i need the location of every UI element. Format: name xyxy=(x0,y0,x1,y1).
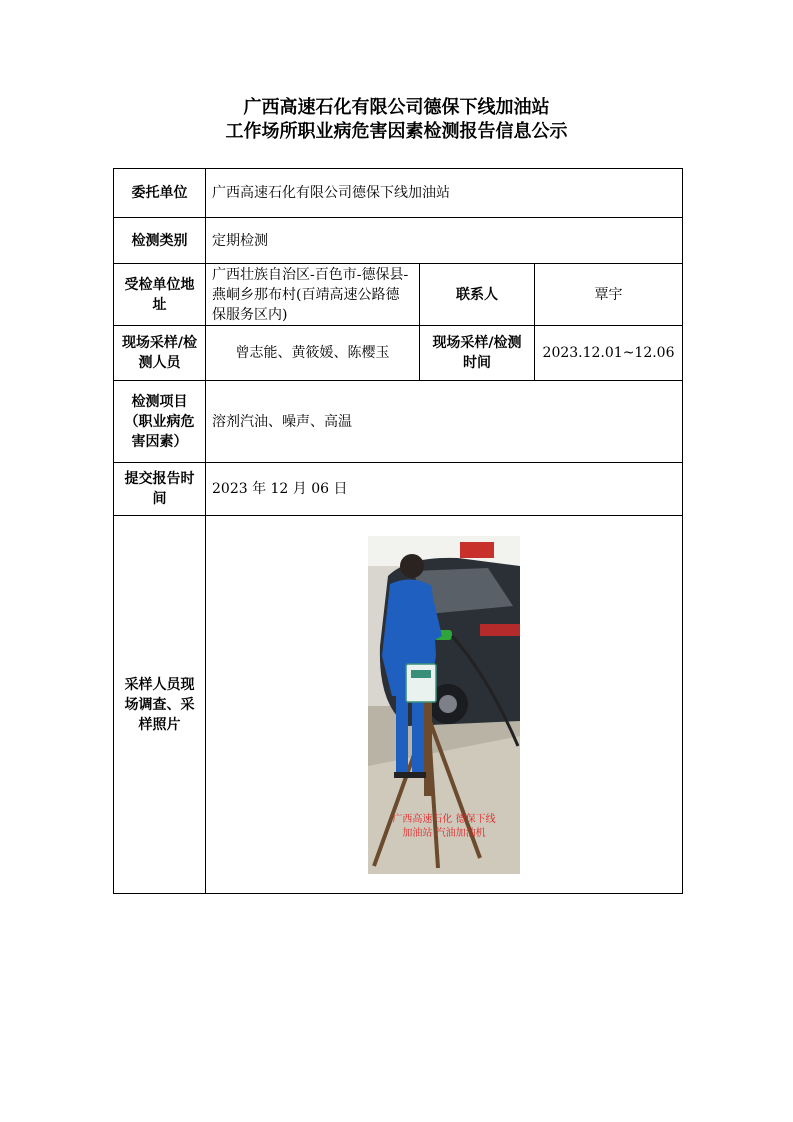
address-label: 受检单位地址 xyxy=(114,264,206,326)
car-hub xyxy=(439,695,457,713)
detector-instrument xyxy=(406,664,436,702)
person-leg-right xyxy=(412,694,424,774)
time-label: 现场采样/检测时间 xyxy=(420,326,535,381)
items-label: 检测项目（职业病危害因素） xyxy=(114,381,206,463)
report-value: 2023 年 12 月 06 日 xyxy=(206,463,683,516)
staff-label: 现场采样/检测人员 xyxy=(114,326,206,381)
sampling-photo xyxy=(368,536,520,874)
category-value: 定期检测 xyxy=(206,218,683,264)
client-value: 广西高速石化有限公司德保下线加油站 xyxy=(206,169,683,218)
sign-stripe xyxy=(460,542,494,558)
info-table xyxy=(113,168,683,894)
client-label: 委托单位 xyxy=(114,169,206,218)
person-leg-left xyxy=(396,694,408,774)
report-label: 提交报告时间 xyxy=(114,463,206,516)
photo-caption-line-1: 广西高速石化 德保下线 xyxy=(392,813,496,825)
detector-screen xyxy=(411,670,431,678)
page-title-line-2: 工作场所职业病危害因素检测报告信息公示 xyxy=(225,121,568,142)
photo-caption-line-2: 加油站 汽油加油机 xyxy=(402,827,486,839)
staff-value: 曾志能、黄筱媛、陈樱玉 xyxy=(206,326,420,381)
address-value: 广西壮族自治区-百色市-德保县-燕峒乡那布村(百靖高速公路德保服务区内) xyxy=(206,264,420,326)
car-taillight xyxy=(480,624,520,636)
photo-cell xyxy=(206,516,683,894)
person-shoe-right xyxy=(410,772,426,778)
time-value: 2023.12.01~12.06 xyxy=(535,326,683,381)
contact-label: 联系人 xyxy=(420,264,535,326)
person-head xyxy=(400,554,424,578)
photo-wrap xyxy=(212,536,676,874)
person-shoe-left xyxy=(394,772,410,778)
contact-value: 覃宇 xyxy=(535,264,683,326)
photo-label: 采样人员现场调查、采样照片 xyxy=(114,516,206,894)
category-label: 检测类别 xyxy=(114,218,206,264)
items-value: 溶剂汽油、噪声、高温 xyxy=(206,381,683,463)
page-title-line-1: 广西高速石化有限公司德保下线加油站 xyxy=(243,97,550,118)
